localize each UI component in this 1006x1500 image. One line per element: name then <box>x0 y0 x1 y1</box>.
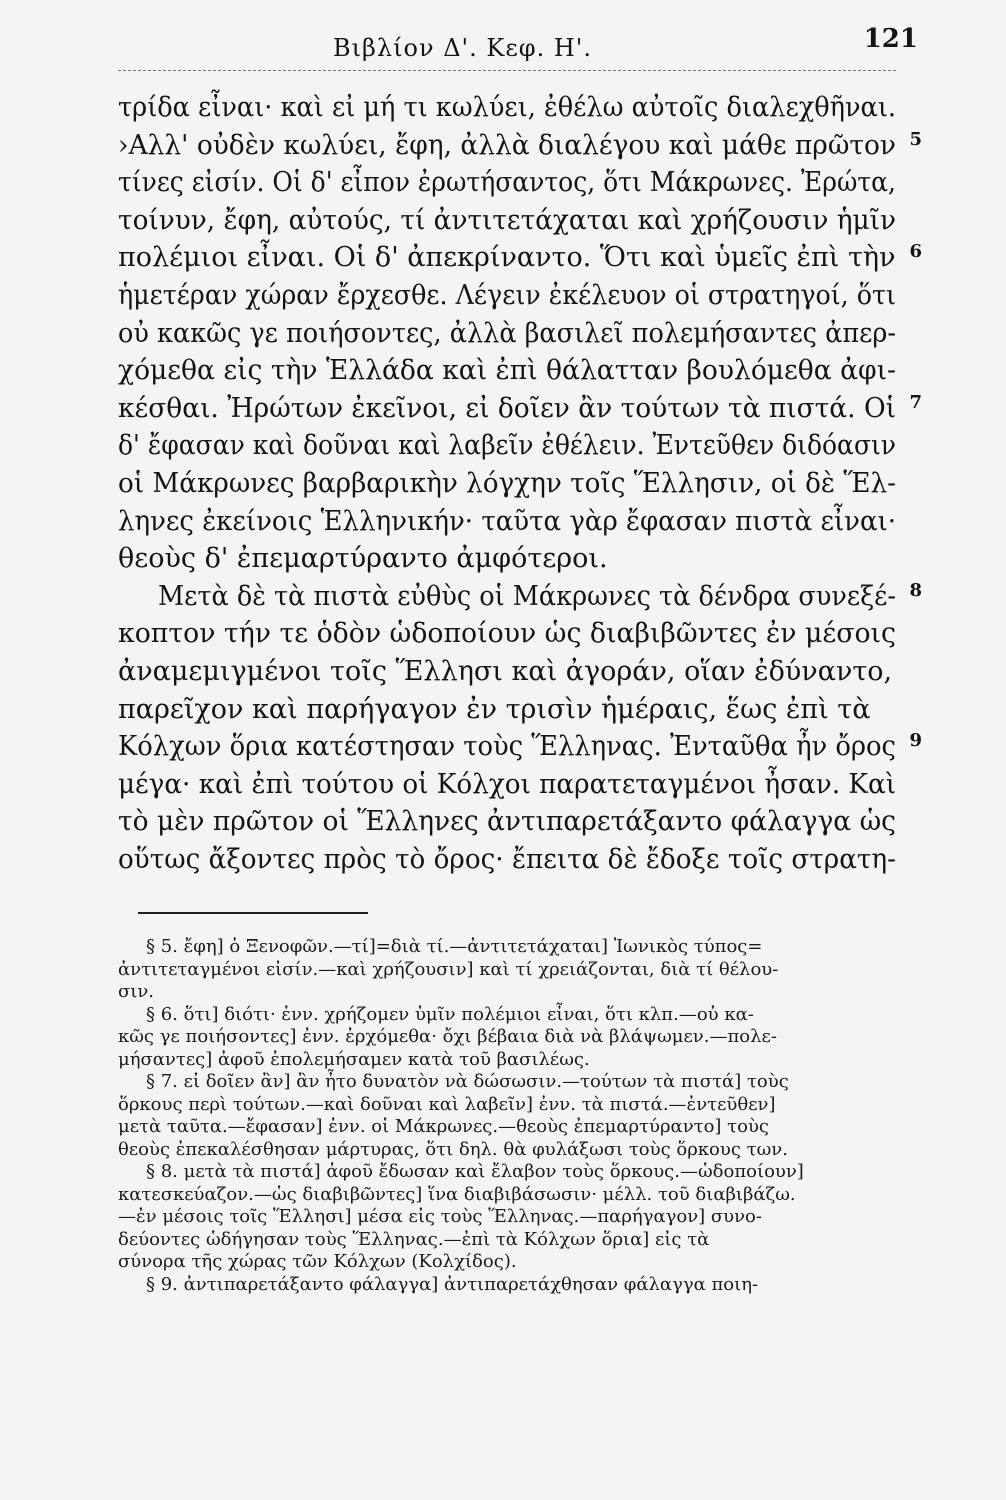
footnote-line: κῶς γε ποιήσοντες] ἐνν. ἐρχόμεθα· ὄχι βέβαια διὰ νὰ βλάψωμεν.—πολε- <box>118 1026 777 1048</box>
text-line-content: παρεῖχον καὶ παρήγαγον ἐν τρισὶν ἡμέραις, ἕως ἐπὶ τὰ <box>118 693 871 725</box>
text-line <box>118 89 896 127</box>
section-number: 5 <box>909 128 922 150</box>
text-line <box>118 653 896 691</box>
text-line <box>118 164 896 202</box>
footnote-line: § 6. ὅτι] διότι· ἐνν. χρήζομεν ὑμῖν πολέμιοι εἶναι, ὅτι κλπ.—οὐ κα- <box>146 1003 754 1025</box>
text-line-content: τὸ μὲν πρῶτον οἱ Ἕλληνες ἀντιπαρετάξαντο φάλαγγα ὡς <box>118 806 896 838</box>
section-number: 7 <box>909 391 922 413</box>
text-line-content: πολέμιοι εἶναι. Οἱ δ' ἀπεκρίναντο. Ὅτι καὶ ὑμεῖς ἐπὶ τὴν <box>118 242 896 274</box>
text-line-content: οἱ Μάκρωνες βαρβαρικὴν λόγχην τοῖς Ἕλλησιν, οἱ δὲ Ἕλ- <box>118 467 896 499</box>
text-line <box>118 841 896 879</box>
footnote-line: § 7. εἰ δοῖεν ἂν] ἂν ἦτο δυνατὸν νὰ δώσωσιν.—τούτων τὰ πιστά] τοὺς <box>146 1071 789 1093</box>
footnote-line: μετὰ ταῦτα.—ἔφασαν] ἐνν. οἱ Μάκρωνες.—θεοὺς ἐπεμαρτύραντο] τοὺς <box>118 1116 769 1138</box>
footnote-line: § 9. ἀντιπαρετάξαντο φάλαγγα] ἀντιπαρετάχθησαν φάλαγγα ποιη- <box>146 1273 759 1295</box>
footnote-line: κατεσκεύαζον.—ὡς διαβιβῶντες] ἵνα διαβιβάσωσιν· μέλλ. τοῦ διαβιβάζω. <box>118 1183 796 1205</box>
text-line-content: οὐ κακῶς γε ποιήσοντες, ἀλλὰ βασιλεῖ πολεμήσαντες ἀπερ- <box>118 317 896 349</box>
text-line <box>118 127 922 165</box>
running-head: Βιβλίον Δ'. Κεφ. Η'. <box>333 34 592 62</box>
text-line <box>118 465 896 503</box>
text-line-content: τίνες εἰσίν. Οἱ δ' εἶπον ἐρωτήσαντος, ὅτι Μάκρωνες. Ἐρώτα, <box>118 167 896 199</box>
text-line <box>118 766 896 804</box>
text-line-content: κοπτον τήν τε ὁδὸν ὡδοποίουν ὡς διαβιβῶντες ἐν μέσοις <box>118 618 896 650</box>
text-line-content: ληνες ἐκείνοις Ἑλληνικήν· ταῦτα γὰρ ἔφασαν πιστὰ εἶναι· <box>118 505 896 537</box>
footnote-line: σιν. <box>118 981 155 1003</box>
text-line <box>118 503 896 541</box>
text-line <box>118 803 896 841</box>
footnotes <box>118 936 896 1296</box>
footnote-line: μήσαντες] ἀφοῦ ἐπολεμήσαμεν κατὰ τοῦ βασιλέως. <box>118 1048 590 1070</box>
footnote-line: —ἐν μέσοις τοῖς Ἕλλησι] μέσα εἰς τοὺς Ἕλληνας.—παρήγαγον] συνο- <box>118 1206 762 1228</box>
text-line-content: κέσθαι. Ἠρώτων ἐκεῖνοι, εἰ δοῖεν ἂν τούτων τὰ πιστά. Οἱ <box>118 392 896 424</box>
text-line-content: μέγα· καὶ ἐπὶ τούτου οἱ Κόλχοι παρατεταγμένοι ἦσαν. Καὶ <box>118 768 896 800</box>
text-line <box>118 728 922 766</box>
text-line <box>118 277 896 315</box>
section-number: 6 <box>909 241 922 263</box>
text-line-content: οὕτως ἄξοντες πρὸς τὸ ὄρος· ἔπειτα δὲ ἔδοξε τοῖς στρατη- <box>118 843 896 875</box>
text-line <box>118 615 896 653</box>
text-line <box>118 239 922 277</box>
footnote-line: ὅρκους περὶ τούτων.—καὶ δοῦναι καὶ λαβεῖν] ἐνν. τὰ πιστά.—ἐντεῦθεν] <box>118 1093 776 1115</box>
section-number: 9 <box>909 730 922 752</box>
text-line <box>118 202 896 240</box>
text-line-content: ›Αλλ' οὐδὲν κωλύει, ἔφη, ἀλλὰ διαλέγου καὶ μάθε πρῶτον <box>118 129 896 161</box>
text-line-content: τοίνυν, ἔφη, αὐτούς, τί ἀντιτετάχαται καὶ χρήζουσιν ἡμῖν <box>118 204 896 236</box>
footnote-line: θεοὺς ἐπεκαλέσθησαν μάρτυρας, ὅτι δηλ. θὰ φυλάξωσι τοὺς ὅρκους των. <box>118 1138 788 1160</box>
text-line <box>118 352 896 390</box>
text-line <box>118 691 896 729</box>
text-line <box>118 540 896 578</box>
section-number: 8 <box>909 579 922 601</box>
text-line-content: δ' ἔφασαν καὶ δοῦναι καὶ λαβεῖν ἐθέλειν. Ἐντεῦθεν διδόασιν <box>118 430 896 462</box>
text-line <box>118 390 922 428</box>
text-line <box>118 315 896 353</box>
footnote-line: § 8. μετὰ τὰ πιστά] ἀφοῦ ἔδωσαν καὶ ἔλαβον τοὺς ὅρκους.—ὡδοποίουν] <box>146 1161 804 1183</box>
page-header <box>118 18 918 71</box>
text-line <box>118 427 896 465</box>
text-line-content: τρίδα εἶναι· καὶ εἰ μή τι κωλύει, ἐθέλω αὐτοῖς διαλεχθῆναι. <box>118 92 896 123</box>
footnote-line: σύνορα τῆς χώρας τῶν Κόλχων (Κολχίδος). <box>118 1251 517 1273</box>
footnote-separator <box>138 912 368 914</box>
main-text <box>118 89 922 878</box>
page-number: 121 <box>863 24 918 54</box>
footnote-line: δεύοντες ὡδήγησαν τοὺς Ἕλληνας.—ἐπὶ τὰ Κόλχων ὅρια] εἰς τὰ <box>118 1228 710 1250</box>
footnote-line: § 5. ἔφη] ὁ Ξενοφῶν.—τί]=διὰ τί.—ἀντιτετάχαται] Ἰωνικὸς τύπος= <box>146 936 763 958</box>
text-line-content: ἀναμεμιγμένοι τοῖς Ἕλλησι καὶ ἀγοράν, οἵαν ἐδύναντο, <box>118 655 893 687</box>
text-line-content: χόμεθα εἰς τὴν Ἑλλάδα καὶ ἐπὶ θάλατταν βουλόμεθα ἀφι- <box>118 355 896 387</box>
text-line-content: Κόλχων ὅρια κατέστησαν τοὺς Ἕλληνας. Ἐνταῦθα ἦν ὄρος <box>118 731 896 763</box>
text-line-content: θεοὺς δ' ἐπεμαρτύραντο ἀμφότεροι. <box>118 543 608 575</box>
text-line-content: ἡμετέραν χώραν ἔρχεσθε. Λέγειν ἐκέλευον οἱ στρατηγοί, ὅτι <box>118 279 896 311</box>
footnote-line: ἀντιτεταγμένοι εἰσίν.—καὶ χρήζουσιν] καὶ τί χρειάζονται, διὰ τί θέλου- <box>118 958 779 980</box>
text-line <box>118 578 922 616</box>
text-line-content: Μετὰ δὲ τὰ πιστὰ εὐθὺς οἱ Μάκρωνες τὰ δένδρα συνεξέ- <box>158 580 896 612</box>
